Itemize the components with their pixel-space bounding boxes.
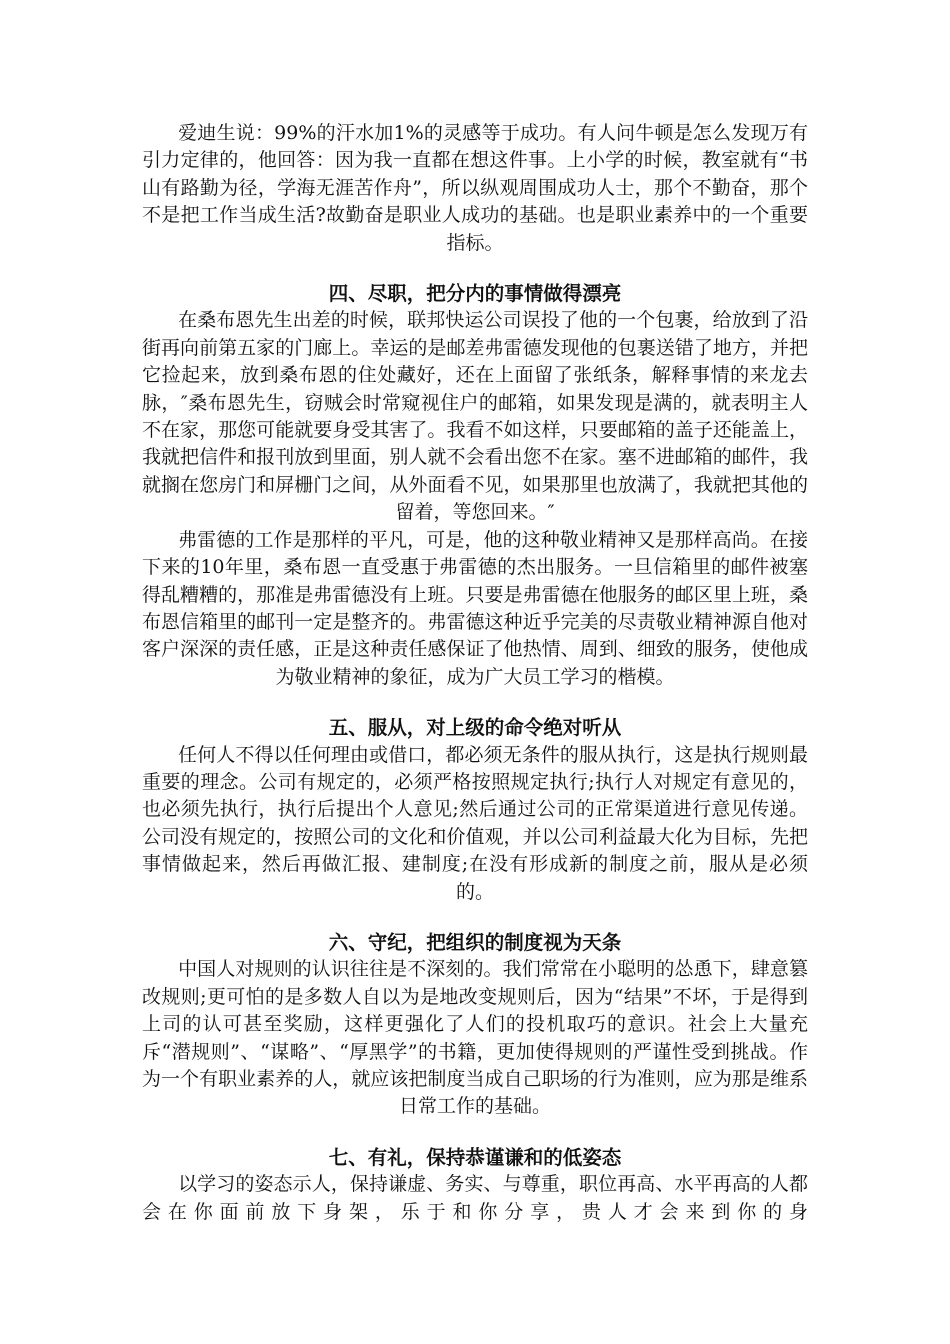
heading-section-4: 四、尽职，把分内的事情做得漂亮 (328, 282, 622, 306)
paragraph-sanborn-story: 在桑布恩先生出差的时候，联邦快运公司误投了他的一个包裹，给放到了沿街再向前第五家的门廊上。幸运的是邮差弗雷德发现他的包裹送错了地方，并把它捡起来，放到桑布恩的住处藏好，还在上面留了张纸条，解释事情的来龙去脉，″桑布恩先生，窃贼会时常窥视住户的邮箱，如果发现是满的，就表明主人不在家，那您可能就要身受其害了。我看不如这样，只要邮箱的盖子还能盖上，我就把信件和报刊放到里面，别人就不会看出您不在家。塞不进邮箱的邮件，我就搁在您房门和屏栅门之间，从外面看不见，如果那里也放满了，我就把其他的留着，等您回来。″ (142, 309, 808, 524)
paragraph-discipline: 中国人对规则的认识往往是不深刻的。我们常常在小聪明的怂恿下，肆意篡改规则;更可怕的是多数人自以为是地改变规则后，因为“结果”不坏，于是得到上司的认可甚至奖励，这样更强化了人们的投机取巧的意识。社会上大量充斥“潜规则”、“谋略”、“厚黑学”的书籍，更加使得规则的严谨性受到挑战。作为一个有职业素养的人，就应该把制度当成自己职场的行为准则，应为那是维系日常工作的基础。 (142, 958, 808, 1118)
paragraph-courtesy: 以学习的姿态示人，保持谦虚、务实、与尊重，职位再高、水平再高的人都会在你面前放下身架，乐于和你分享，贵人才会来到你的身 (142, 1173, 808, 1223)
heading-section-7: 七、有礼，保持恭谨谦和的低姿态 (328, 1145, 622, 1169)
heading-section-6: 六、守纪，把组织的制度视为天条 (328, 930, 622, 954)
paragraph-fred-dedication: 弗雷德的工作是那样的平凡，可是，他的这种敬业精神又是那样高尚。在接下来的10年里，桑布恩一直受惠于弗雷德的杰出服务。一旦信箱里的邮件被塞得乱糟糟的，那准是弗雷德没有上班。只要是弗雷德在他服务的邮区里上班，桑布恩信箱里的邮刊一定是整齐的。弗雷德这种近乎完美的尽责敬业精神源自他对客户深深的责任感，正是这种责任感保证了他热情、周到、细致的服务，使他成为敬业精神的象征，成为广大员工学习的楷模。 (142, 528, 808, 688)
section-gap (142, 691, 808, 714)
section-gap (142, 257, 808, 280)
paragraph-diligence: 爱迪生说：99%的汗水加1%的灵感等于成功。有人问牛顿是怎么发现万有引力定律的，他回答：因为我一直都在想这件事。上小学的时候，教室就有“书山有路勤为径，学海无涯苦作舟”，所以纵观周围成功人士，那个不勤奋，那个不是把工作当成生活?故勤奋是职业人成功的基础。也是职业素养中的一个重要指标。 (142, 122, 808, 254)
section-gap (142, 906, 808, 929)
heading-section-5: 五、服从，对上级的命令绝对听从 (328, 716, 622, 740)
section-gap (142, 1121, 808, 1144)
paragraph-obedience: 任何人不得以任何理由或借口，都必须无条件的服从执行，这是执行规则最重要的理念。公司有规定的，必须严格按照规定执行;执行人对规定有意见的，也必须先执行，执行后提出个人意见;然后通过公司的正常渠道进行意见传递。公司没有规定的，按照公司的文化和价值观，并以公司利益最大化为目标，先把事情做起来，然后再做汇报、建制度;在没有形成新的制度之前，服从是必须的。 (142, 743, 808, 903)
document-page (142, 120, 808, 1226)
